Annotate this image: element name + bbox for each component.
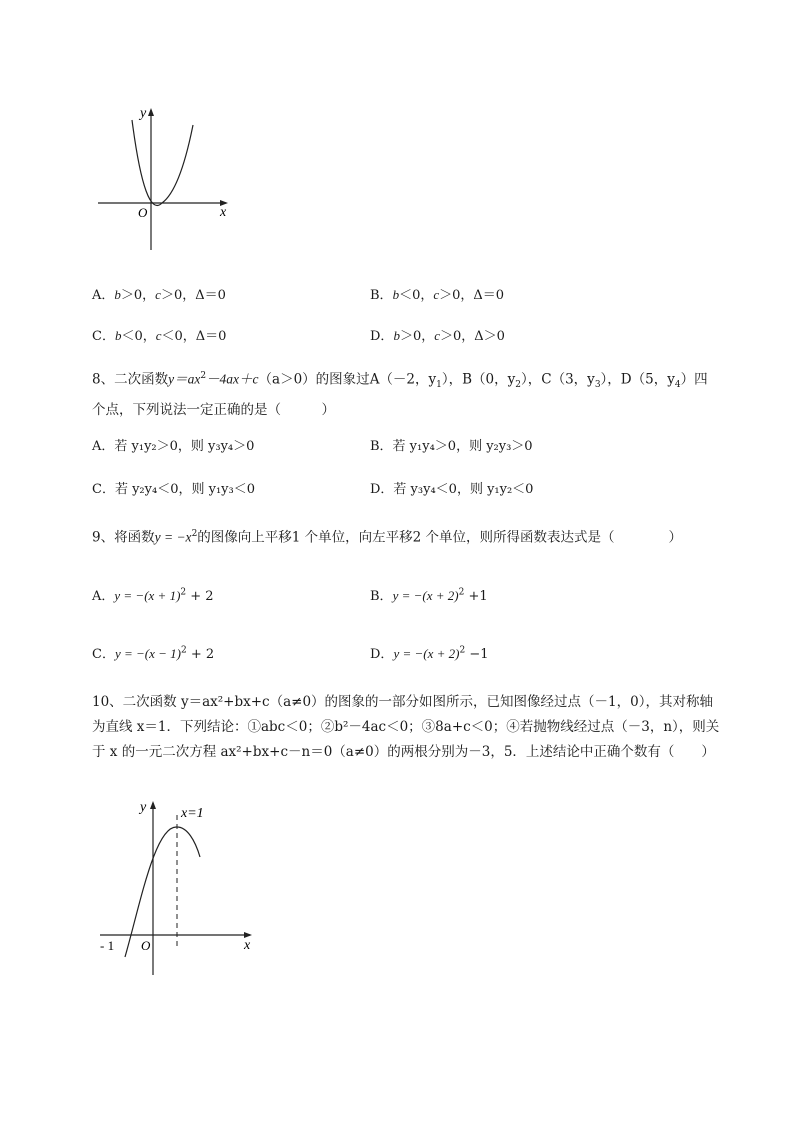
q8-option-d: D．若 y₃y₄＜0，则 y₁y₂＜0 <box>370 482 534 497</box>
x-label: x <box>220 205 227 220</box>
q10-line-2: 为直线 x＝1．下列结论：①abc＜0；②b²－4ac＜0；③8a+c＜0；④若抛物线经过点（－3，n），则关 <box>92 719 720 735</box>
q10-stem <box>92 690 752 765</box>
q9-option-a: A．$y = -(x + 1)^2 + 2$ <box>92 587 214 604</box>
q7-option-a: A．b＞0，c＞0，Δ＝0 <box>92 287 226 303</box>
y-label: y <box>140 106 147 121</box>
q8-option-c: C．若 y₂y₄＜0，则 y₁y₃＜0 <box>92 482 255 497</box>
parabola-figure-2 <box>95 795 265 980</box>
origin-label: O <box>141 938 151 953</box>
q10-line-1: 10、二次函数 y＝ax²+bx+c（a≠0）的图象的一部分如图所示，已知图像经过点（－1，0），其对称轴 <box>92 694 713 710</box>
parabola-figure-1 <box>90 100 240 255</box>
q7-option-b: B．b＜0，c＞0，Δ＝0 <box>370 287 505 303</box>
q8-stem <box>92 364 742 423</box>
origin-label: O <box>138 205 148 220</box>
y-axis-arrow <box>150 801 156 809</box>
q8-line-1: 8、二次函数$y=ax^2-4ax+c(a>0)$的图象过A（－2，$y_1$），B（0，$y_2$），C（3，$y_3$），D（5，$y_4$）四 <box>92 371 708 391</box>
q8-line-2: 个点，下列说法一定正确的是（ ） <box>92 402 335 419</box>
parabola-curve <box>125 827 200 957</box>
y-axis-arrow <box>148 108 154 116</box>
y-label: y <box>140 800 147 815</box>
symmetry-axis-label: x=1 <box>181 806 204 821</box>
q8-option-a: A．若 y₁y₂＞0，则 y₃y₄＞0 <box>92 439 255 454</box>
x-label: x <box>244 938 251 953</box>
q9-option-c: C．$y = -(x - 1)^2 + 2$ <box>92 645 215 662</box>
q9-stem: 9、将函数$y = -x^2$的图像向上平移1 个单位，向左平移2 个单位，则所得函数表达式是（ ） <box>92 529 683 546</box>
q7-option-d: D．b＞0，c＞0，Δ＞0 <box>370 328 505 344</box>
neg-one-label: - 1 <box>100 938 115 953</box>
q7-option-c: C．b＜0，c＜0，Δ＝0 <box>92 328 227 344</box>
q8-option-b: B．若 y₁y₄＞0，则 y₂y₃＞0 <box>370 439 533 454</box>
q9-option-b: B．$y = -(x + 2)^2 +1$ <box>370 587 488 604</box>
parabola-curve <box>132 120 193 205</box>
q9-option-d: D．$y = -(x + 2)^2 -1$ <box>370 645 489 662</box>
q10-line-3: 于 x 的一元二次方程 ax²+bx+c－n＝0（a≠0）的两根分别为－3，5．上述结论中正确个数有（ ） <box>92 744 715 760</box>
